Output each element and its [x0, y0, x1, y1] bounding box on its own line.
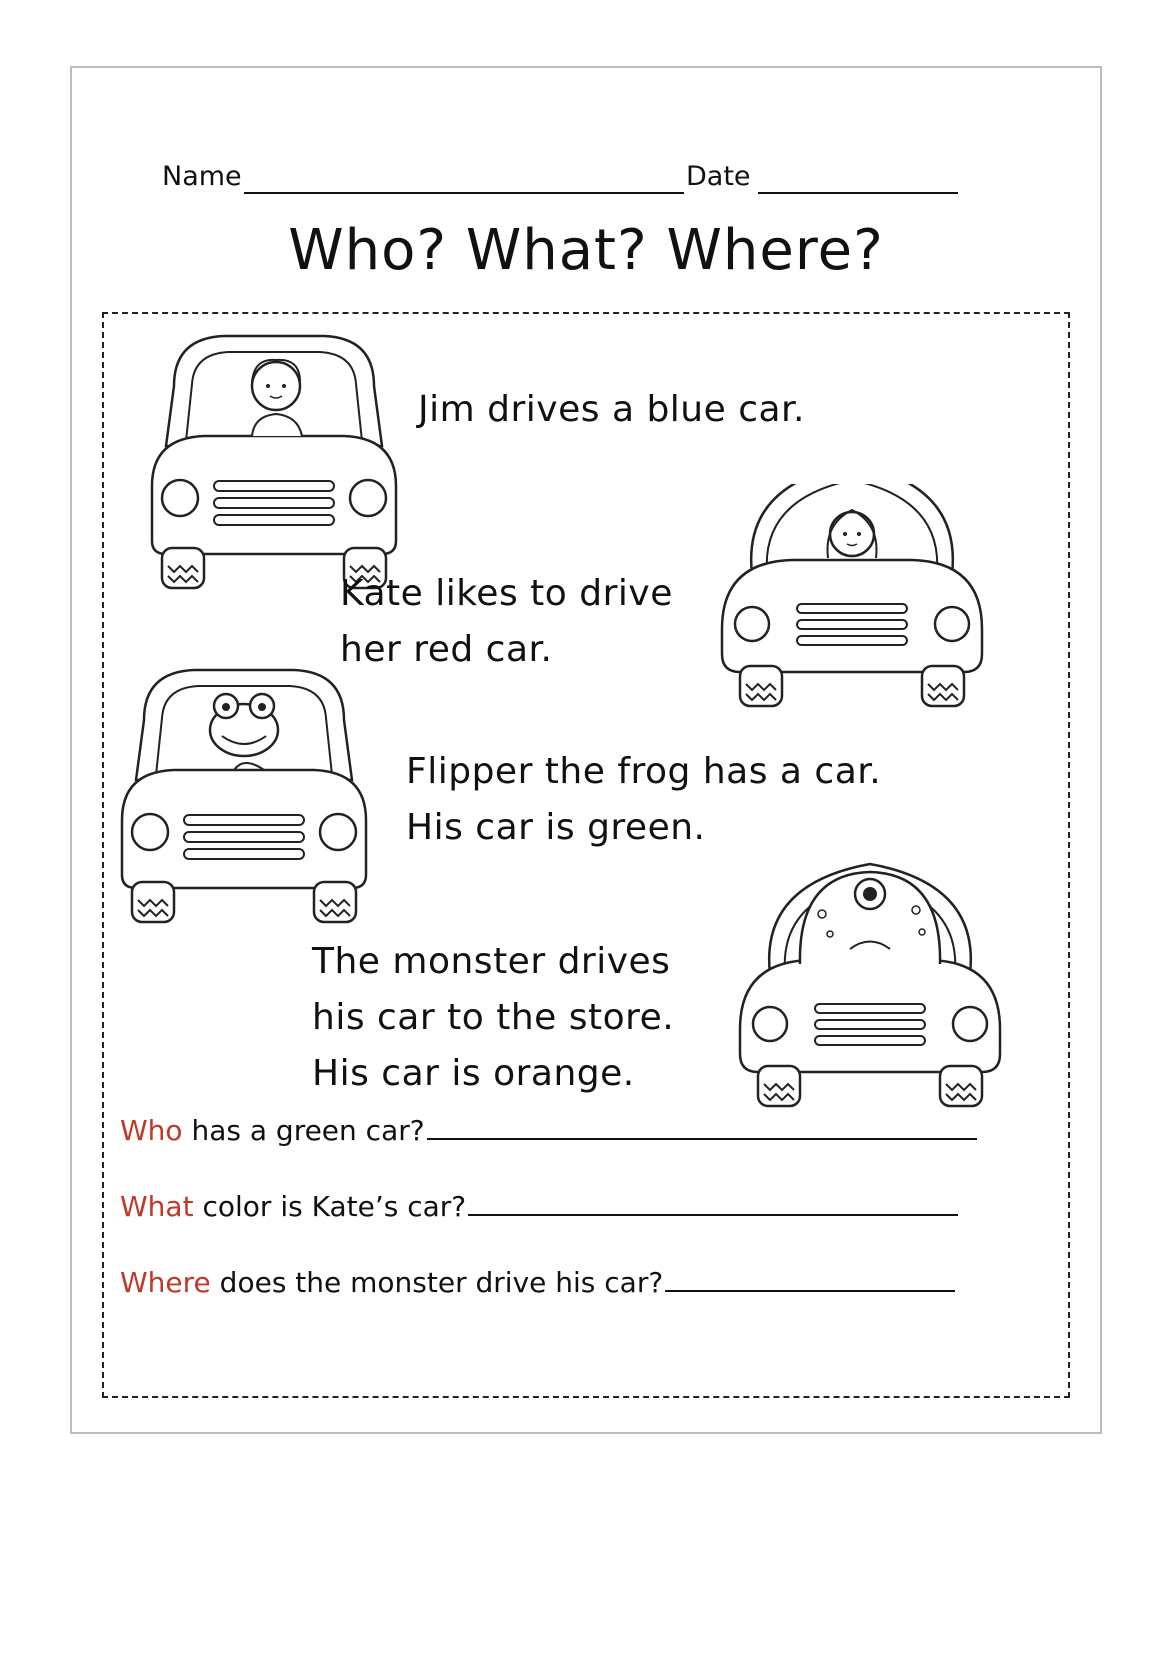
page-title: Who? What? Where? [288, 218, 884, 283]
question-text: does the monster drive his car? [210, 1266, 664, 1299]
story-4 [312, 934, 674, 1102]
name-field-line[interactable] [244, 192, 684, 194]
question-what [120, 1190, 958, 1230]
story-line: his car to the store. [312, 997, 675, 1038]
name-date-row [162, 156, 992, 196]
name-label: Name [162, 161, 242, 192]
answer-line-what[interactable] [468, 1190, 958, 1216]
story-line: His car is green. [406, 807, 706, 848]
story-line: His car is orange. [312, 1053, 635, 1094]
story-line: Flipper the frog has a car. [406, 751, 882, 792]
reading-box [102, 312, 1070, 1398]
answer-line-who[interactable] [427, 1114, 977, 1140]
story-line: The monster drives [312, 941, 671, 982]
story-line: Kate likes to drive [340, 573, 673, 614]
question-text: has a green car? [182, 1114, 425, 1147]
question-text: color is Kate’s car? [193, 1190, 467, 1223]
answer-line-where[interactable] [665, 1266, 955, 1292]
question-keyword: What [120, 1190, 194, 1223]
question-where [120, 1266, 955, 1306]
monster-car-icon [730, 814, 1020, 1114]
story-1 [418, 382, 805, 438]
question-who [120, 1114, 977, 1154]
question-keyword: Who [120, 1114, 183, 1147]
question-keyword: Where [120, 1266, 211, 1299]
story-2 [340, 566, 673, 678]
frog-car-icon [114, 660, 374, 930]
girl-car-icon [712, 484, 1002, 714]
story-line: her red car. [340, 629, 553, 670]
story-line: Jim drives a blue car. [418, 389, 805, 430]
boy-car-icon [144, 326, 404, 596]
worksheet-page [70, 66, 1102, 1434]
date-label: Date [686, 161, 751, 192]
date-field-line[interactable] [758, 192, 958, 194]
